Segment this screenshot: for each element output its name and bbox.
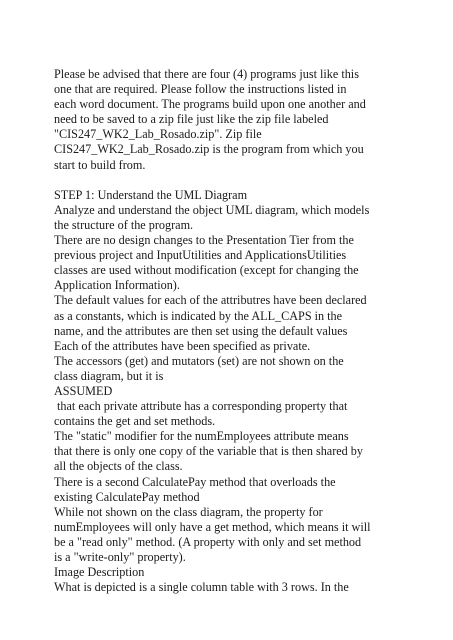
text-line: one that are required. Please follow the instructions listed in xyxy=(54,82,347,97)
text-line: class diagram, but it is xyxy=(54,368,164,383)
text-line: is a "write-only" property). xyxy=(54,550,186,564)
text-line: "CIS247_WK2_Lab_Rosado.zip". Zip file xyxy=(54,127,262,142)
document-body xyxy=(54,67,414,595)
text-line: What is depicted is a single column table with 3 rows. In the xyxy=(54,580,349,595)
text-line: be a "read only" method. (A property with only and set method xyxy=(54,534,362,549)
text-line: numEmployees will only have a get method, which means it will xyxy=(54,519,371,534)
section-heading: STEP 1: Understand the UML Diagram xyxy=(54,187,248,202)
text-line: Analyze and understand the object UML diagram, which models xyxy=(54,202,370,217)
text-line: Please be advised that there are four (4) programs just like this xyxy=(54,67,359,81)
text-line: The "static" modifier for the numEmployees attribute means xyxy=(54,429,349,444)
text-line: contains the get and set methods. xyxy=(54,414,216,429)
text-line: previous project and InputUtilities and ApplicationsUtilities xyxy=(54,248,347,263)
text-line: The default values for each of the attributres have been declared xyxy=(54,293,367,308)
text-line: as a constants, which is indicated by the ALL_CAPS in the xyxy=(54,308,343,323)
text-line: classes are used without modification (except for changing the xyxy=(54,263,359,278)
text-line: that there is only one copy of the variable that is then shared by xyxy=(54,444,363,459)
text-line: Each of the attributes have been specified as private. xyxy=(54,338,311,353)
text-line: ASSUMED xyxy=(54,383,113,398)
text-line: the structure of the program. xyxy=(54,217,194,232)
text-line: There are no design changes to the Presentation Tier from the xyxy=(54,233,354,248)
text-line: Image Description xyxy=(54,565,145,580)
text-line: There is a second CalculatePay method that overloads the xyxy=(54,474,336,489)
text-line: each word document. The programs build upon one another and xyxy=(54,97,366,112)
text-line: that each private attribute has a corresponding property that xyxy=(54,399,348,414)
text-line: Application Information). xyxy=(54,278,180,293)
text-line: name, and the attributes are then set using the default values xyxy=(54,323,348,338)
text-line: While not shown on the class diagram, the property for xyxy=(54,504,323,519)
text-line: all the objects of the class. xyxy=(54,459,183,474)
text-line: need to be saved to a zip file just like the zip file labeled xyxy=(54,112,329,127)
text-line: The accessors (get) and mutators (set) are not shown on the xyxy=(54,353,344,368)
text-line: existing CalculatePay method xyxy=(54,489,200,504)
blank-line xyxy=(54,173,414,188)
text-line: start to build from. xyxy=(54,157,146,172)
text-line: CIS247_WK2_Lab_Rosado.zip is the program from which you xyxy=(54,142,364,157)
